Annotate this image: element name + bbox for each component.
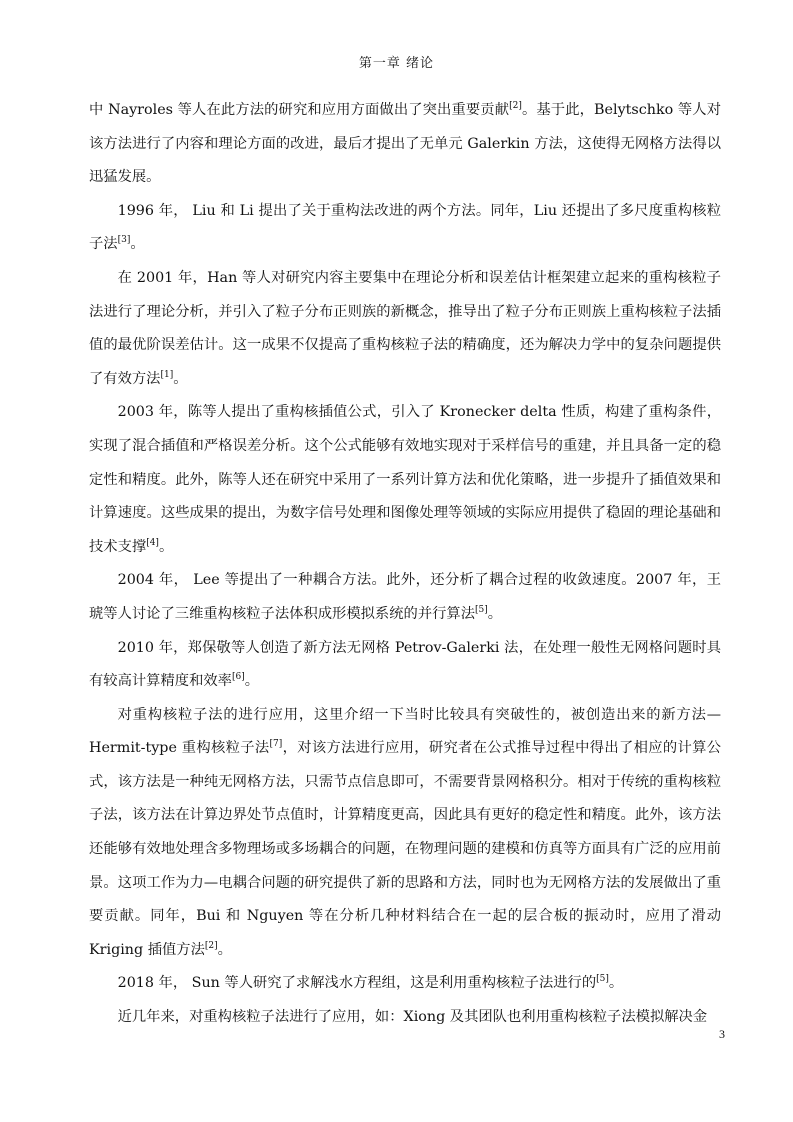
paragraph-text: 近几年来，对重构核粒子法进行了应用，如：Xiong 及其团队也利用重构核粒子法模拟解决金	[117, 1009, 708, 1026]
paragraph	[89, 94, 721, 195]
paragraph-text: 。	[608, 975, 624, 992]
paragraph	[89, 632, 721, 699]
paragraph	[89, 1001, 721, 1035]
paragraph	[89, 195, 721, 262]
paragraph-text: 2018 年， Sun 等人研究了求解浅水方程组，这是利用重构核粒子法进行的	[117, 975, 597, 992]
paragraph	[89, 967, 721, 1001]
citation-ref: [5]	[475, 604, 488, 615]
paragraph-text: 对重构核粒子法的进行应用，这里介绍一下当时比较具有突破性的，被创造出来的新方法—Hermit-type 重构核粒子法	[89, 706, 721, 757]
paragraph-text: 。	[244, 673, 260, 690]
paragraph-text: 。	[158, 538, 174, 555]
paragraph	[89, 262, 721, 396]
citation-ref: [7]	[269, 739, 283, 750]
paragraph	[89, 396, 721, 564]
citation-ref: [1]	[160, 369, 174, 380]
citation-ref: [6]	[231, 672, 245, 683]
citation-ref: [2]	[509, 101, 522, 111]
running-header: 第一章 绪论	[358, 56, 435, 71]
paragraph	[89, 564, 721, 631]
citation-ref: [4]	[146, 537, 159, 548]
paragraph-text: 。	[217, 941, 232, 958]
paragraph-text: 1996 年， Liu 和 Li 提出了关于重构法改进的两个方法。同年，Liu 还提出了多尺度重构核粒子法	[89, 202, 721, 253]
paragraph-text: 。	[173, 370, 188, 387]
paragraph-text: 2003 年，陈等人提出了重构核插值公式，引入了 Kronecker delta 性质，构建了重构条件，实现了混合插值和严格误差分析。这个公式能够有效地实现对于采样信号的重建，并且具备一定的稳定性和精度。此外，陈等人还在研究中采用了一系列计算方法和优化策略，进一步提升了插值效果和计算速度。这些成果的提出，为数字信号处理和图像处理等领域的实际应用提供了稳固的理论基础和技术支撑	[89, 404, 721, 555]
paragraph-text: 。	[130, 236, 145, 253]
paragraph-text: 。基于此，Belytschko 等人对该方法进行了内容和理论方面的改进，最后才提出了无单元 Galerkin 方法，这使得无网格方法得以迅猛发展。	[89, 102, 721, 186]
citation-ref: [5]	[596, 974, 609, 985]
citation-ref: [2]	[204, 940, 218, 951]
body-text	[89, 94, 721, 1035]
paragraph-text: ，对该方法进行应用，研究者在公式推导过程中得出了相应的计算公式，该方法是一种纯无网格方法，只需节点信息即可，不需要背景网格积分。相对于传统的重构核粒子法，该方法在计算边界处节点值时，计算精度更高，因此具有更好的稳定性和精度。此外，该方法还能够有效地处理含多物理场或多场耦合的问题，在物理问题的建模和仿真等方面具有广泛的应用前景。这项工作为力—电耦合问题的研究提供了新的思路和方法，同时也为无网格方法的发展做出了重要贡献。同年，Bui 和 Nguyen 等在分析几种材料结合在一起的层合板的振动时，应用了滑动 Kriging 插值方法	[89, 740, 722, 958]
paragraph-text: 中 Nayroles 等人在此方法的研究和应用方面做出了突出重要贡献	[89, 102, 510, 118]
paragraph-text: 。	[487, 605, 503, 622]
paragraph-text: 在 2001 年，Han 等人对研究内容主要集中在理论分析和误差估计框架建立起来的重构核粒子法进行了理论分析，并引入了粒子分布正则族的新概念，推导出了粒子分布正则族上重构核粒子法插值的最优阶误差估计。这一成果不仅提高了重构核粒子法的精确度，还为解决力学中的复杂问题提供了有效方法	[89, 269, 721, 387]
paragraph-text: 2010 年，郑保敬等人创造了新方法无网格 Petrov-Galerki 法，在处理一般性无网格问题时具有较高计算精度和效率	[89, 639, 721, 690]
paragraph-text: 2004 年， Lee 等提出了一种耦合方法。此外，还分析了耦合过程的收敛速度。2007 年，王琥等人讨论了三维重构核粒子法体积成形模拟系统的并行算法	[89, 572, 721, 622]
paragraph	[89, 699, 721, 968]
page-number: 3	[719, 1027, 725, 1041]
citation-ref: [3]	[117, 235, 131, 246]
